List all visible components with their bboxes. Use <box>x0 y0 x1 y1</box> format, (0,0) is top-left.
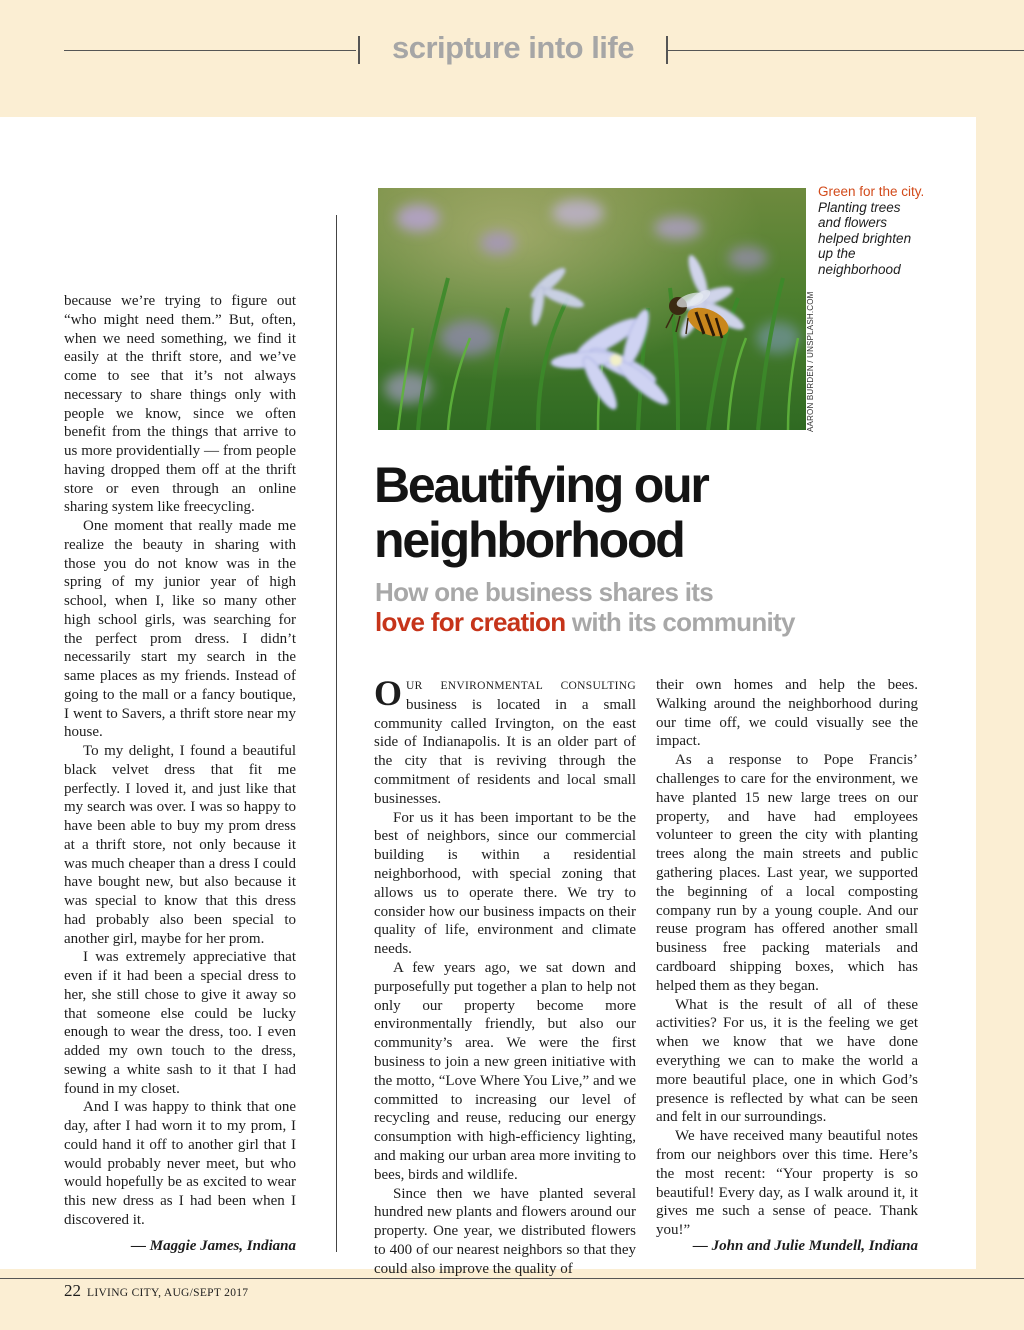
bee-flower-photo <box>378 188 806 430</box>
header-tick-left <box>358 36 360 64</box>
article-headline: Beautifying our neighborhood <box>374 457 708 568</box>
opening-smallcaps: UR ENVIRONMENTAL CONSULTING <box>406 680 636 692</box>
drop-cap: O <box>374 673 403 713</box>
article-paragraph: Since then we have planted several hundred new plants and flowers around our property. One year, we distributed flowers to 400 of our nearest neighbors so that they could also improve the quality of <box>374 1185 636 1277</box>
caption-text: Planting trees and flowers helped brighten up the neighborhood <box>818 199 912 277</box>
article-paragraph: A few years ago, we sat down and purposefully put together a plan to help not only our property become more environmentally friendly, but also our community’s area. We were the first business to join a new green initiative with the motto, “Love Where You Live,” and we committed to increasing our level of recycling and reuse, reducing our energy consumption with high-efficiency lighting, and making our urban area more inviting to bees, birds and wildlife. <box>374 959 636 1183</box>
section-title: scripture into life <box>392 30 634 65</box>
left-paragraph: I was extremely appreciative that even if it had been a special dress to her, she still chose to give it away so that someone else could be lucky enough to wear the dress, too. I even added my own touch to the dress, sewing a white sash to it that I had found in my closet. <box>64 949 296 1097</box>
header-rule-left <box>64 50 356 51</box>
left-paragraph: To my delight, I found a beautiful black velvet dress that fit me perfectly. I loved it, and just like that my search was over. I was so happy to have been able to buy my prom dress at a thrift store, not only because it was much cheaper than a dress I could have bought new, but also because it was special to know that this dress had probably also been special to another girl, maybe for her prom. <box>64 743 296 947</box>
left-column-text <box>64 292 296 1230</box>
photo-credit-text: AARON BURDEN / UNSPLASH.COM <box>806 291 815 432</box>
subhead-end: with its community <box>571 607 795 637</box>
article-subhead <box>375 577 955 637</box>
subhead-start: How one business shares its <box>375 577 713 607</box>
header-rule-right <box>668 50 1024 51</box>
opening-text: business is located in a small community called Irvington, on the east side of Indianapolis. It is an older part of the city that is reviving through the commitment of residents and local small businesses. <box>374 696 636 807</box>
article-opening-paragraph <box>374 673 636 809</box>
article-column-a <box>374 673 636 1279</box>
article-column-b <box>656 676 918 1240</box>
left-paragraph: One moment that really made me realize the beauty in sharing with those you do not know was in the spring of my junior year of high school, when I, like so many other high school girls, was searching for the perfect prom dress. I didn’t necessarily start my search in the same places as my friends. Instead of going to the mall or a fancy boutique, I went to Savers, a thrift store near my house. <box>64 518 296 741</box>
publication-name: LIVING CITY, AUG/SEPT 2017 <box>87 1287 249 1299</box>
article-paragraph: What is the result of all of these activities? For us, it is the feeling we get when we know that we have done everything we can to make the world a more beautiful place, one in which God’s presence is reflected by what can be seen and felt in our surroundings. <box>656 996 918 1126</box>
left-paragraph: because we’re trying to figure out “who might need them.” But, often, when we need something, we find it easily at the thrift store, and we’ve come to see that it’s not always necessary to share things only with people we know, since we often benefit from the things that arrive to us more providentially — from people having dropped them off at the thrift store or even through an online sharing system like freecycling. <box>64 293 296 516</box>
article-paragraph: We have received many beautiful notes from our neighbors over this time. Here’s the most recent: “Your property is so beautiful! Every day, as I walk around it, it gives me such a sense of peace. Thank you!” <box>656 1128 918 1239</box>
caption-lead: Green for the city. <box>818 184 925 199</box>
column-divider <box>336 215 337 1252</box>
subhead-highlight: love for creation <box>375 607 566 637</box>
page-folio <box>64 1280 248 1304</box>
page-number: 22 <box>64 1281 81 1300</box>
left-signature: — Maggie James, Indiana <box>130 1238 296 1254</box>
photo-credit <box>806 291 820 432</box>
footer-rule <box>0 1278 1024 1279</box>
left-paragraph: And I was happy to think that one day, after I had worn it to my prom, I could hand it off to another girl that I would probably never meet, but who would hopefully be as excited to wear this new dress as I had been when I discovered it. <box>64 1099 296 1228</box>
photo-illustration <box>378 188 806 430</box>
article-paragraph: For us it has been important to be the best of neighbors, since our commercial building is within a residential neighborhood, with special zoning that allows us to operate there. We try to consider how our business impacts on their quality of life, environment and climate needs. <box>374 809 636 958</box>
article-signature: — John and Julie Mundell, Indiana <box>692 1238 918 1254</box>
article-paragraph: As a response to Pope Francis’ challenges to care for the environment, we have planted 15 new large trees on our property, and have had employees volunteer to green the city with planting trees along the main streets and public gathering places. Last year, we supported the beginning of a local composting company run by a young couple. And our reuse program has offered another small business free packing materials and cardboard shipping boxes, which has helped them as they began. <box>656 752 918 994</box>
photo-caption <box>818 184 926 277</box>
article-paragraph: their own homes and help the bees. Walking around the neighborhood during our time off, we could visually see the impact. <box>656 677 918 750</box>
